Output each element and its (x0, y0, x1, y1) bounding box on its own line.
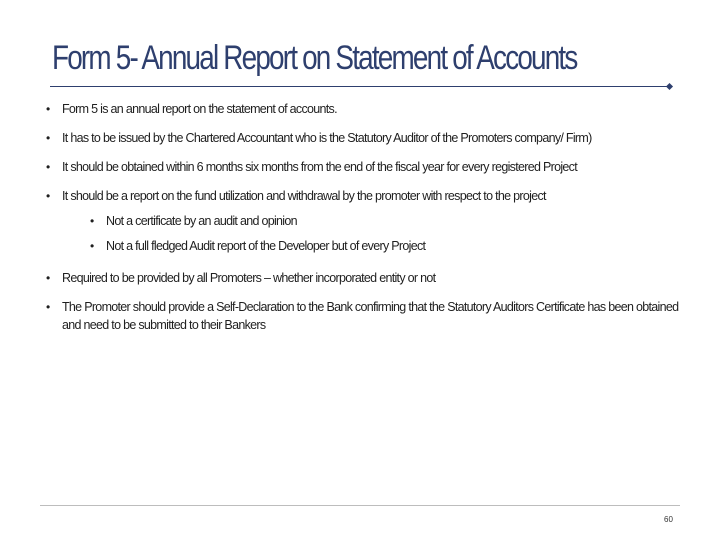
bullet-text: It should be a report on the fund utilization and withdrawal by the promoter with respect to the project (62, 189, 546, 203)
bullet-text: Form 5 is an annual report on the statement of accounts. (62, 102, 337, 116)
sub-bullet-text: Not a certificate by an audit and opinion (106, 214, 297, 228)
sub-bullet-item (84, 237, 680, 255)
bullet-item (40, 187, 680, 255)
bullet-text: Required to be provided by all Promoters – whether incorporated entity or not (62, 271, 436, 285)
bullet-text: It has to be issued by the Chartered Accountant who is the Statutory Auditor of the Promoters company/ Firm) (62, 131, 592, 145)
bullet-item (40, 129, 680, 147)
bullet-text: It should be obtained within 6 months six months from the end of the fiscal year for every registered Project (62, 160, 577, 174)
footer-divider (40, 505, 680, 506)
bullet-dot-icon: • (46, 102, 50, 116)
sub-bullet-dot-icon: • (90, 214, 94, 228)
title-underline (50, 86, 669, 87)
bullet-item (40, 100, 680, 118)
bullet-dot-icon: • (46, 160, 50, 174)
bullet-dot-icon: • (46, 271, 50, 285)
bullet-dot-icon: • (46, 300, 50, 314)
bullet-list (40, 98, 680, 334)
bullet-text: The Promoter should provide a Self-Declaration to the Bank confirming that the Statutory Auditors Certificate has been obtained and need to be submitted to their Bankers (62, 300, 679, 332)
page-number: 60 (664, 515, 673, 524)
sub-bullet-text: Not a full fledged Audit report of the Developer but of every Project (106, 239, 426, 253)
bullet-item (40, 298, 680, 334)
title-underline-diamond-icon (666, 83, 673, 90)
sub-bullet-dot-icon: • (90, 239, 94, 253)
bullet-dot-icon: • (46, 189, 50, 203)
bullet-item (40, 158, 680, 176)
slide-title: Form 5- Annual Report on Statement of Accounts (52, 39, 577, 77)
sub-bullet-list (62, 212, 680, 255)
bullet-dot-icon: • (46, 131, 50, 145)
bullet-item (40, 269, 680, 287)
sub-bullet-item (84, 212, 680, 230)
